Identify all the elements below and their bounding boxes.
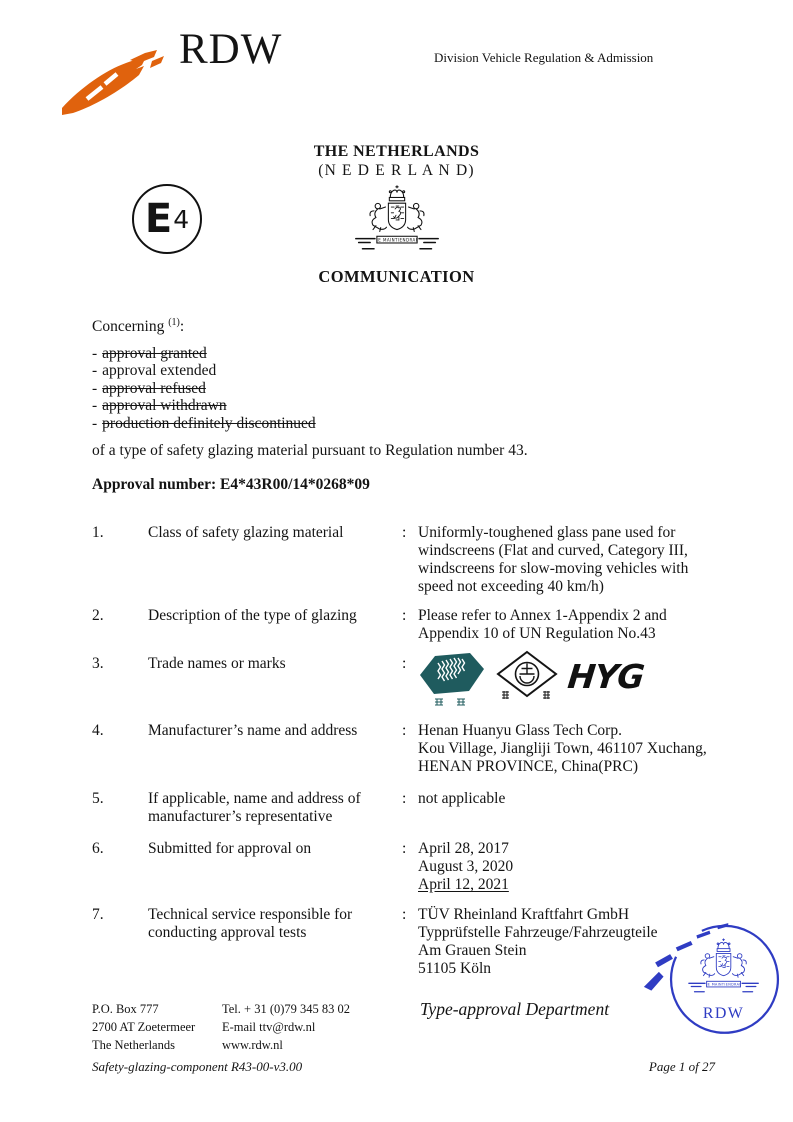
item-value: April 28, 2017 August 3, 2020 April 12, 2021 (418, 840, 514, 893)
concerning-option: - approval granted (92, 344, 207, 362)
trade-marks-logos (418, 655, 712, 707)
footer-contact-block (222, 1000, 350, 1054)
item-number: 4. (92, 722, 104, 739)
concerning-option: - approval withdrawn (92, 397, 227, 415)
item-number: 1. (92, 524, 104, 541)
item-value: Henan Huanyu Glass Tech Corp. Kou Village, Jiangliji Town, 461107 Xuchang, HENAN PROVINCE, China(PRC) (418, 722, 707, 775)
concerning-option: - production definitely discontinued (92, 414, 316, 432)
item-number: 3. (92, 655, 104, 672)
item-label: Trade names or marks (148, 655, 286, 672)
footer-email: E-mail ttv@rdw.nl (222, 1020, 316, 1034)
rdw-blue-stamp-icon (642, 921, 792, 1049)
stamp-rdw-text: RDW (702, 1004, 745, 1022)
item-row-2: 2. Description of the type of glazing : Please refer to Annex 1-Appendix 2 and Appendix 10 of UN Regulation No.43 (92, 607, 712, 643)
item-number: 5. (92, 790, 104, 807)
item-label: Submitted for approval on (148, 840, 312, 857)
item-value: Please refer to Annex 1-Appendix 2 and Appendix 10 of UN Regulation No.43 (418, 607, 667, 642)
division-title: Division Vehicle Regulation & Admission (434, 50, 654, 65)
title-block (0, 143, 793, 287)
concerning-label: Concerning $^{(1)}$: (92, 317, 185, 336)
country-title: THE NETHERLANDS (313, 143, 480, 160)
concerning-option: - approval refused (92, 379, 206, 397)
item-row-7: 7. Technical service responsible for conducting approval tests : TÜV Rheinland Kraftfahrt GmbH Typprüfstelle Fahrzeuge/Fahrzeugteile Am Grauen Stein 51105 Köln (92, 906, 712, 978)
country-subtitle: (N E D E R L A N D) (318, 162, 475, 179)
concerning-section (92, 314, 652, 493)
item-value: not applicable (418, 790, 506, 807)
huanyu-hexagon-logo-icon (418, 650, 486, 707)
item-row-3: 3. Trade names or marks : HYG (92, 655, 712, 707)
e-mark-letter: E (144, 196, 173, 242)
footnote-ref: (1) (168, 317, 180, 328)
approval-number-line: Approval number: E4*43R00/14*0268*09 (92, 475, 370, 493)
item-label: If applicable, name and address of manufacturer’s representative (148, 790, 361, 825)
item-label: Class of safety glazing material (148, 524, 344, 541)
approval-number-value: E4*43R00/14*0268*09 (220, 475, 370, 493)
item-row-4: 4. Manufacturer’s name and address : Henan Huanyu Glass Tech Corp. Kou Village, Jiangliji Town, 461107 Xuchang, HENAN PROVINCE, China(PRC) (92, 722, 712, 776)
page-number: Page 1 of 27 (648, 1059, 715, 1074)
e-mark-number: 4 (173, 204, 190, 234)
hyg-wordmark: HYG (565, 657, 646, 696)
item-value: Uniformly-toughened glass pane used for windscreens (Flat and curved, Category III, windscreens for slow-moving vehicles with speed not exceeding 40 km/h) (418, 524, 689, 595)
netherlands-coat-of-arms-icon (349, 185, 445, 254)
rdw-wing-logo-icon (60, 48, 170, 116)
item-row-5: 5. If applicable, name and address of manufacturer’s representative : not applicable (92, 790, 712, 826)
department-signature: Type-approval Department (420, 999, 610, 1019)
item-row-6: 6. Submitted for approval on : April 28, 2017 August 3, 2020 April 12, 2021 (92, 840, 712, 894)
chinese-characters-mark (435, 699, 465, 705)
item-label: Manufacturer’s name and address (148, 722, 358, 739)
item-label: Description of the type of glazing (148, 607, 357, 624)
item-number: 7. (92, 906, 104, 923)
document-reference: Safety-glazing-component R43-00-v3.00 (92, 1059, 303, 1074)
communication-heading: COMMUNICATION (318, 267, 475, 286)
footer-address-block: P.O. Box 777 2700 AT Zoetermeer The Netherlands (92, 1002, 196, 1052)
brand-title: RDW (179, 26, 283, 73)
footer-tel: Tel. + 31 (0)79 345 83 02 (222, 1002, 351, 1016)
item-row-1: 1. Class of safety glazing material : Uniformly-toughened glass pane used for windscreens (Flat and curved, Category III, windscreens for slow-moving vehicles with speed not exceeding 40 km/h) (92, 524, 712, 596)
item-number: 6. (92, 840, 104, 857)
huanyu-diamond-logo-icon (496, 650, 558, 706)
item-number: 2. (92, 607, 104, 624)
concerning-option: - approval extended (92, 362, 217, 380)
footer-website: www.rdw.nl (222, 1038, 283, 1052)
item-label: Technical service responsible for conducting approval tests (148, 906, 353, 941)
item-value: TÜV Rheinland Kraftfahrt GmbH Typprüfstelle Fahrzeuge/Fahrzeugteile Am Grauen Stein 51105 Köln (418, 906, 658, 977)
subject-line: of a type of safety glazing material pursuant to Regulation number 43. (92, 442, 528, 460)
